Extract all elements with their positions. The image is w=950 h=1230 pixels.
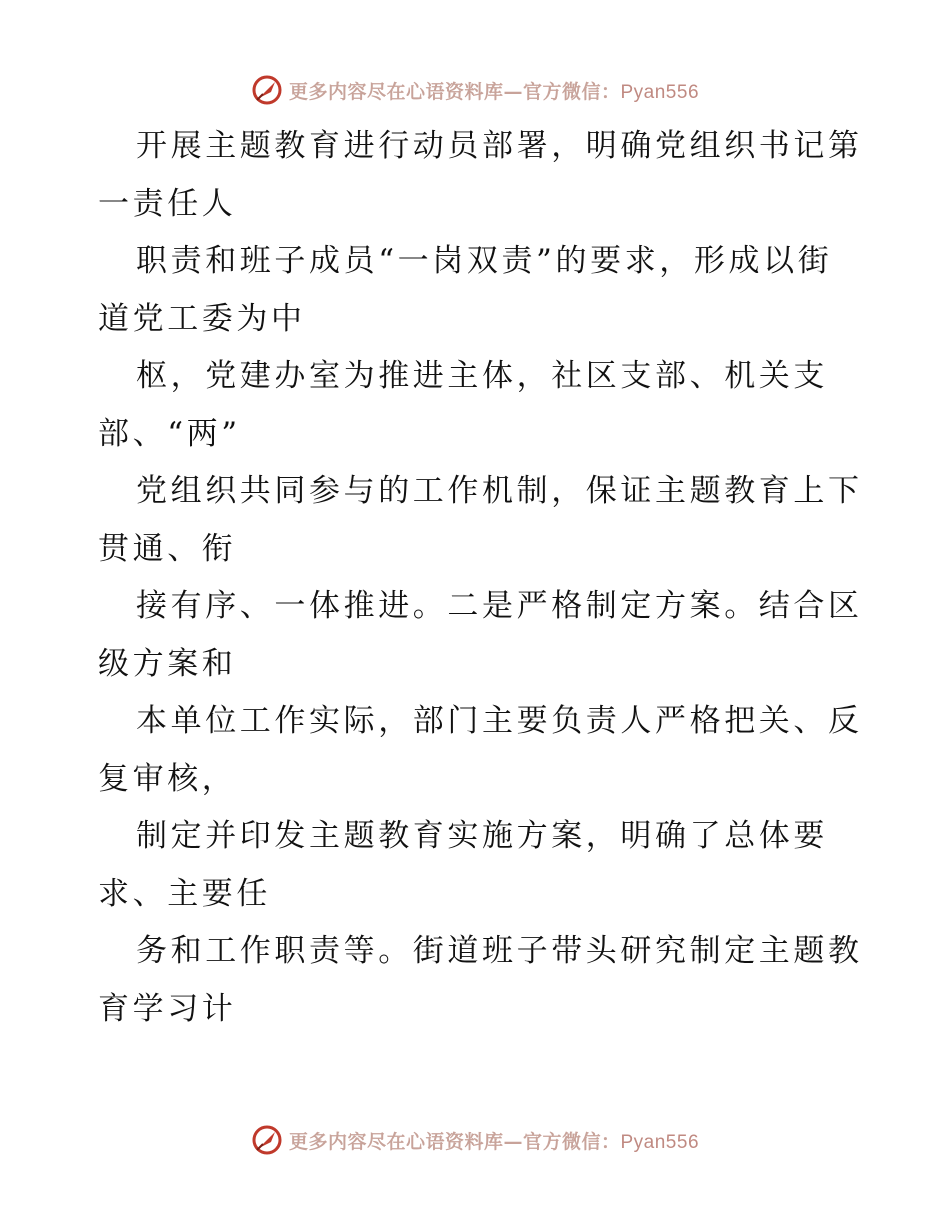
text-line: 道党工委为中 <box>98 300 306 337</box>
document-body <box>98 118 863 1038</box>
quill-logo-icon <box>251 74 283 106</box>
text-line: 接有序、一体推进。二是严格制定方案。结合区 <box>136 588 863 624</box>
text-line: 求、主要任 <box>98 875 271 912</box>
watermark-text: 更多内容尽在心语资料库—官方微信：Pyan556 <box>288 1130 700 1153</box>
header-watermark <box>0 70 950 110</box>
text-line: 职责和班子成员“一岗双责”的要求，形成以街 <box>136 243 833 279</box>
text-line: 开展主题教育进行动员部署，明确党组织书记第 <box>136 128 863 164</box>
footer-watermark <box>0 1120 950 1160</box>
quill-logo-icon <box>251 1124 283 1156</box>
text-line: 贯通、衔 <box>98 530 237 567</box>
text-line: 务和工作职责等。街道班子带头研究制定主题教 <box>136 933 863 969</box>
text-line: 部、“两” <box>98 415 241 452</box>
text-line: 枢，党建办室为推进主体，社区支部、机关支 <box>136 358 828 394</box>
text-line: 级方案和 <box>98 645 237 682</box>
text-line: 一责任人 <box>98 185 237 222</box>
text-line: 党组织共同参与的工作机制，保证主题教育上下 <box>136 473 863 509</box>
watermark-text: 更多内容尽在心语资料库—官方微信：Pyan556 <box>288 80 700 103</box>
text-line: 复审核， <box>98 760 237 797</box>
text-line: 育学习计 <box>98 990 237 1027</box>
text-line: 制定并印发主题教育实施方案，明确了总体要 <box>136 818 828 854</box>
text-line: 本单位工作实际，部门主要负责人严格把关、反 <box>136 703 863 739</box>
